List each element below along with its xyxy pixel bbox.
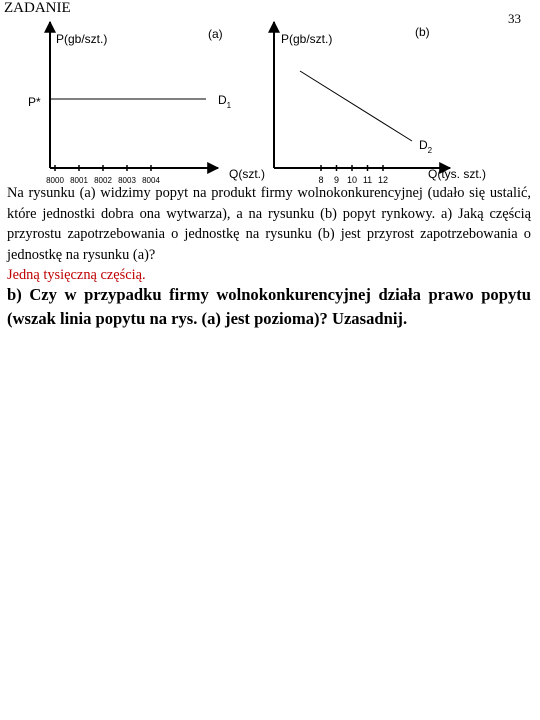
question-a-paragraph: Na rysunku (a) widzimy popyt na produkt firmy wolnokonkurencyjnej (udało się ustalić, które jednostki dobra ona wytwarza), a na rysunku (b) popyt rynkowy. a) Jaką częścią przyrostu zapotrzebowania o jednostkę na rysunku (b) jest przyrost zapotrzebowania o jednostkę na rysunku (a)? xyxy=(7,185,531,263)
question-b-paragraph: b) Czy w przypadku firmy wolnokonkurencyjnej działa prawo popytu (wszak linia popytu na rys. (a) jest pozioma)? Uzasadnij. xyxy=(7,285,531,328)
fig-b-y-label: P(gb/szt.) xyxy=(281,32,333,46)
fig-b-curve-label: $D_2$ xyxy=(419,138,433,155)
fig-b-x-label: Q(tys. szt.) xyxy=(428,167,486,181)
figures xyxy=(0,0,540,190)
page-number: 33 xyxy=(508,11,521,26)
x-tick-label: 11 xyxy=(362,175,373,185)
figure-a xyxy=(28,22,265,185)
fig-a-curve-label: $D_1$ xyxy=(218,93,232,110)
fig-b-panel-label: (b) xyxy=(415,25,430,39)
fig-a-y-label: P(gb/szt.) xyxy=(56,32,108,46)
x-tick-label: 8 xyxy=(318,175,324,185)
x-tick-label: 8003 xyxy=(118,176,136,185)
page-header: ZADANIE xyxy=(4,0,71,16)
x-tick-label: 10 xyxy=(346,175,358,185)
question-a-block xyxy=(7,183,531,286)
figure-b xyxy=(274,22,486,185)
x-tick-label: 9 xyxy=(333,175,340,185)
answer-text: Jedną tysięczną częścią. xyxy=(7,267,146,283)
fig-b-demand-line xyxy=(300,71,412,141)
fig-a-x-label: Q(szt.) xyxy=(229,167,265,181)
x-tick-label: 12 xyxy=(377,175,389,185)
fig-a-panel-label: (a) xyxy=(208,27,223,41)
x-tick-label: 8004 xyxy=(142,176,160,185)
fig-a-price-label: P* xyxy=(28,95,41,109)
x-tick-label: 8001 xyxy=(70,176,88,185)
x-tick-label: 8000 xyxy=(46,176,64,185)
x-tick-label: 8002 xyxy=(94,176,112,185)
